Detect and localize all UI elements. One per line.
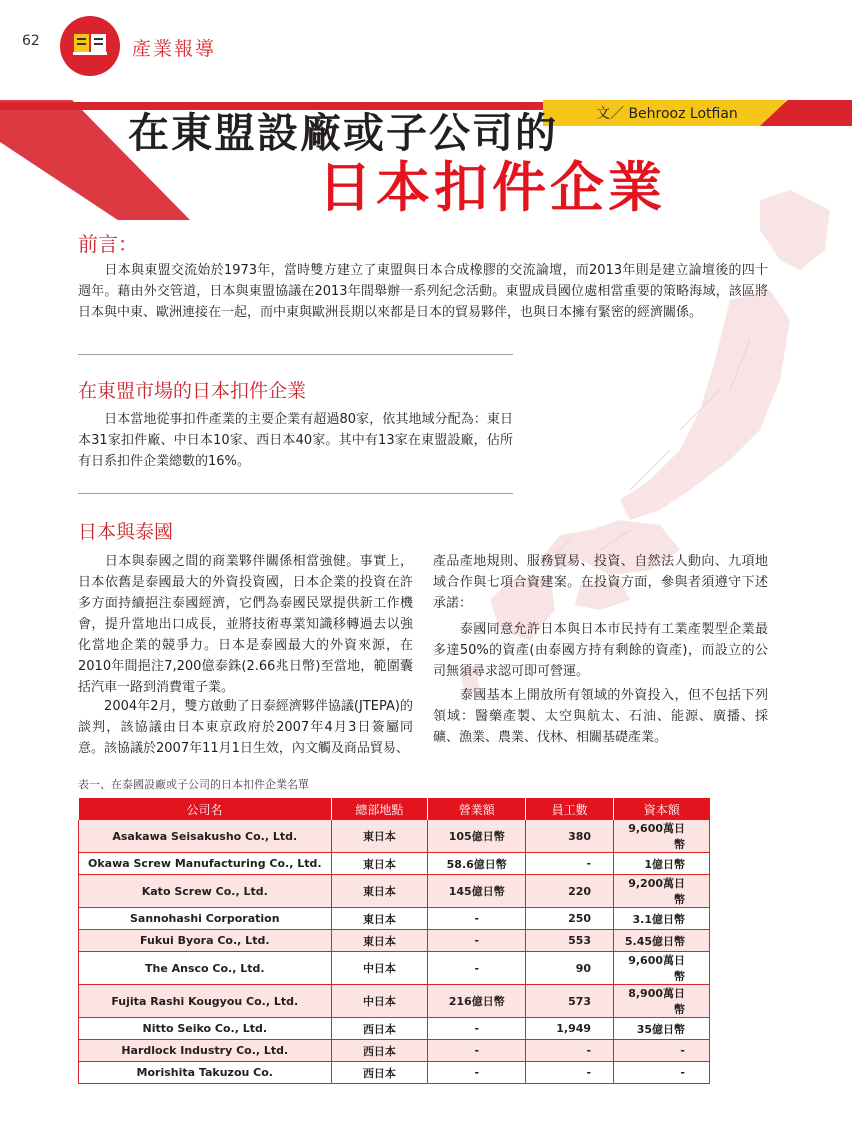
japan-thailand-heading: 日本與泰國 (78, 521, 174, 543)
table-cell: 216億日幣 (428, 985, 526, 1018)
table-cell: 58.6億日幣 (428, 853, 526, 875)
author-credit: 文／ Behrooz Lotfian (596, 106, 738, 122)
table-row (79, 1062, 710, 1084)
table-cell: 西日本 (331, 1018, 428, 1040)
table-cell: 1億日幣 (614, 853, 710, 875)
table-cell: Fujita Rashi Kougyou Co., Ltd. (79, 985, 332, 1018)
table-cell: 9,600萬日幣 (614, 952, 710, 985)
table-cell: 35億日幣 (614, 1018, 710, 1040)
japan-thailand-col1-p1: 日本與泰國之間的商業夥伴關係相當強健。事實上，日本依舊是泰國最大的外資投資國，日本企業的投資在許多方面持續挹注泰國經濟，它們為泰國民眾提供新工作機會，提升當地出口成長，並將技術專業知識移轉過去以強化當地企業的競爭力。日本是泰國最大的外資來源，在2010年間挹注7,200億泰銖(2.66兆日幣)至當地，範圍囊括汽車一路到消費電子業。 (78, 554, 413, 695)
section-name: 產業報導 (132, 38, 217, 60)
column-header: 營業額 (428, 798, 526, 820)
table-cell: The Ansco Co., Ltd. (79, 952, 332, 985)
table-cell: Fukui Byora Co., Ltd. (79, 930, 332, 952)
table-cell: Okawa Screw Manufacturing Co., Ltd. (79, 853, 332, 875)
table-caption: 表一、在泰國設廠或子公司的日本扣件企業名單 (78, 778, 309, 791)
table-cell: 553 (526, 930, 614, 952)
section-icon (60, 16, 120, 76)
japan-thailand-col2-p2: 泰國同意允許日本與日本市民持有工業產製型企業最多達50%的資產(由泰國方持有剩餘的資產)，而設立的公司無須尋求認可即可營運。 (433, 622, 768, 679)
divider (78, 493, 513, 494)
table-row (79, 1018, 710, 1040)
table-cell: - (614, 1062, 710, 1084)
asean-market-body: 日本當地從事扣件產業的主要企業有超過80家，依其地域分配為：東日本31家扣件廠、中日本10家、西日本40家。其中有13家在東盟設廠，佔所有日系扣件企業總數的16%。 (78, 412, 513, 469)
page-number: 62 (22, 33, 40, 49)
table-row (79, 930, 710, 952)
table-row (79, 820, 710, 853)
table-cell: 9,200萬日幣 (614, 875, 710, 908)
table-cell: 西日本 (331, 1062, 428, 1084)
title-line-2: 日本扣件企業 (318, 155, 666, 219)
table-row (79, 853, 710, 875)
table-cell: - (428, 952, 526, 985)
table-cell: - (526, 853, 614, 875)
table-cell: 中日本 (331, 952, 428, 985)
table-cell: 東日本 (331, 930, 428, 952)
table-row (79, 908, 710, 930)
table-cell: Sannohashi Corporation (79, 908, 332, 930)
table-cell: - (428, 1018, 526, 1040)
table-cell: - (526, 1062, 614, 1084)
table-cell: 中日本 (331, 985, 428, 1018)
table-cell: 東日本 (331, 908, 428, 930)
table-cell: 3.1億日幣 (614, 908, 710, 930)
table-cell: Hardlock Industry Co., Ltd. (79, 1040, 332, 1062)
table-cell: 東日本 (331, 875, 428, 908)
column-header: 資本額 (614, 798, 710, 820)
column-header: 總部地點 (331, 798, 428, 820)
divider (78, 354, 513, 355)
japan-thailand-col2-p3: 泰國基本上開放所有領域的外資投入，但不包括下列領域：醫藥產製、太空與航太、石油、能源、廣播、採礦、漁業、農業、伐林、相關基礎產業。 (433, 688, 768, 745)
table-cell: 380 (526, 820, 614, 853)
table-cell: 1,949 (526, 1018, 614, 1040)
table-cell: - (428, 930, 526, 952)
table-header-row (79, 798, 710, 820)
table-cell: 250 (526, 908, 614, 930)
table-cell: - (428, 1062, 526, 1084)
title-line-1: 在東盟設廠或子公司的 (128, 109, 558, 157)
table-cell: Morishita Takuzou Co. (79, 1062, 332, 1084)
table-cell: - (428, 908, 526, 930)
table-cell: 145億日幣 (428, 875, 526, 908)
table-cell: - (614, 1040, 710, 1062)
column-header: 公司名 (79, 798, 332, 820)
table-row (79, 985, 710, 1018)
intro-heading: 前言： (78, 232, 138, 256)
intro-body: 日本與東盟交流始於1973年，當時雙方建立了東盟與日本合成橡膠的交流論壇，而2013年則是建立論壇後的四十週年。藉由外交管道，日本與東盟協議在2013年間舉辦一系列紀念活動。東盟成員國位處相當重要的策略海域，該區將日本與中東、歐洲連接在一起，而中東與歐洲長期以來都是日本的貿易夥伴，也與日本擁有緊密的經濟關係。 (78, 263, 768, 320)
table-cell: 東日本 (331, 853, 428, 875)
book-icon (73, 32, 107, 56)
fastener-companies-table (78, 798, 710, 1084)
table-cell: - (526, 1040, 614, 1062)
table-cell: 105億日幣 (428, 820, 526, 853)
table-row (79, 875, 710, 908)
column-header: 員工數 (526, 798, 614, 820)
table-row (79, 1040, 710, 1062)
table-cell: 573 (526, 985, 614, 1018)
table-cell: 90 (526, 952, 614, 985)
table-cell: 220 (526, 875, 614, 908)
table-cell: 9,600萬日幣 (614, 820, 710, 853)
table-cell: Kato Screw Co., Ltd. (79, 875, 332, 908)
japan-thailand-col1-p2: 2004年2月，雙方啟動了日泰經濟夥伴協議(JTEPA)的談判，該協議由日本東京政府於2007年4月3日簽屬同意。該協議於2007年11月1日生效，內文觸及商品貿易、 (78, 699, 413, 756)
table-cell: 東日本 (331, 820, 428, 853)
table-cell: 西日本 (331, 1040, 428, 1062)
table-cell: - (428, 1040, 526, 1062)
table-cell: 8,900萬日幣 (614, 985, 710, 1018)
table-cell: 5.45億日幣 (614, 930, 710, 952)
japan-thailand-col2-p1: 產品產地規則、服務貿易、投資、自然法人動向、九項地域合作與七項合資建案。在投資方面，參與者須遵守下述承諾： (433, 554, 768, 611)
table-row (79, 952, 710, 985)
asean-market-heading: 在東盟市場的日本扣件企業 (78, 380, 307, 402)
table-cell: Asakawa Seisakusho Co., Ltd. (79, 820, 332, 853)
table-cell: Nitto Seiko Co., Ltd. (79, 1018, 332, 1040)
